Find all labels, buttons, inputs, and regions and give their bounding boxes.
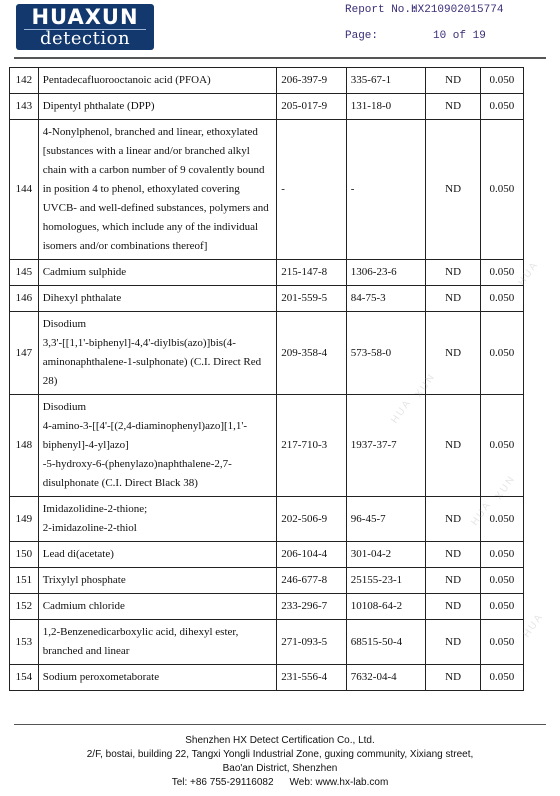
- detection-limit: 0.050: [480, 68, 523, 94]
- logo-tagline: detection: [39, 28, 131, 49]
- watermark: XUN: [493, 473, 518, 502]
- company-logo: [16, 4, 154, 50]
- detection-limit: 0.050: [480, 665, 523, 691]
- test-result: ND: [426, 665, 480, 691]
- substance-name: Disodium 4-amino-3-[[4'-[(2,4-diaminophenyl)azo][1,1'-biphenyl]-4-yl]azo] -5-hydroxy-6-(phenylazo)naphthalene-2,7-disulphonate (C.I. Direct Black 38): [38, 395, 277, 497]
- detection-limit: 0.050: [480, 312, 523, 395]
- table-row: [10, 665, 524, 691]
- substance-table-body: [10, 68, 524, 691]
- table-row: [10, 94, 524, 120]
- ec-number: 205-017-9: [277, 94, 347, 120]
- cas-number: 1306-23-6: [346, 260, 426, 286]
- page-number-row: [345, 28, 503, 54]
- substance-name: Pentadecafluorooctanoic acid (PFOA): [38, 68, 277, 94]
- table-row: [10, 594, 524, 620]
- table-row: [10, 620, 524, 665]
- substance-name: Disodium 3,3'-[[1,1'-biphenyl]-4,4'-diylbis(azo)]bis(4-aminonaphthalene-1-sulphonate) (C.I. Direct Red 28): [38, 312, 277, 395]
- watermark: HUA: [516, 259, 541, 288]
- footer-tel: Tel: +86 755-29116082: [171, 777, 274, 788]
- row-number: 146: [10, 286, 39, 312]
- ec-number: 201-559-5: [277, 286, 347, 312]
- cas-number: 7632-04-4: [346, 665, 426, 691]
- row-number: 154: [10, 665, 39, 691]
- footer: [0, 734, 560, 790]
- cas-number: 131-18-0: [346, 94, 426, 120]
- substance-name: 4-Nonylphenol, branched and linear, ethoxylated [substances with a linear and/or branched alkyl chain with a carbon number of 9 covalently bound in position 4 to phenol, ethoxylated covering UVCB- and well-defined substances, polymers and homologues, which include any of the individual isomers and/or combinations thereof]: [38, 120, 277, 260]
- row-number: 151: [10, 568, 39, 594]
- detection-limit: 0.050: [480, 94, 523, 120]
- ec-number: 231-556-4: [277, 665, 347, 691]
- table-row: [10, 542, 524, 568]
- ec-number: 209-358-4: [277, 312, 347, 395]
- test-result: ND: [426, 568, 480, 594]
- report-number: HX210902015774: [411, 4, 504, 16]
- test-result: ND: [426, 594, 480, 620]
- detection-limit: 0.050: [480, 120, 523, 260]
- test-result: ND: [426, 542, 480, 568]
- ec-number: 246-677-8: [277, 568, 347, 594]
- footer-company: Shenzhen HX Detect Certification Co., Ltd.: [185, 735, 375, 746]
- test-result: ND: [426, 497, 480, 542]
- row-number: 147: [10, 312, 39, 395]
- test-result: ND: [426, 312, 480, 395]
- substance-table: [9, 67, 524, 691]
- substance-name: Dipentyl phthalate (DPP): [38, 94, 277, 120]
- footer-web: Web: www.hx-lab.com: [289, 777, 389, 788]
- watermark: HUA: [521, 611, 546, 640]
- substance-name: Cadmium chloride: [38, 594, 277, 620]
- substance-name: Dihexyl phthalate: [38, 286, 277, 312]
- row-number: 152: [10, 594, 39, 620]
- watermark: XUN: [413, 371, 438, 400]
- ec-number: 215-147-8: [277, 260, 347, 286]
- cas-number: 25155-23-1: [346, 568, 426, 594]
- table-row: [10, 68, 524, 94]
- table-row: [10, 568, 524, 594]
- footer-address-line-1: 2/F, bostai, building 22, Tangxi Yongli Industrial Zone, guxing community, Xixiang street,: [86, 749, 474, 760]
- substance-name: Cadmium sulphide: [38, 260, 277, 286]
- report-number-label: Report No.:: [345, 4, 418, 16]
- cas-number: 335-67-1: [346, 68, 426, 94]
- row-number: 153: [10, 620, 39, 665]
- row-number: 143: [10, 94, 39, 120]
- ec-number: 202-506-9: [277, 497, 347, 542]
- ec-number: 206-104-4: [277, 542, 347, 568]
- table-row: [10, 286, 524, 312]
- ec-number: 233-296-7: [277, 594, 347, 620]
- row-number: 149: [10, 497, 39, 542]
- row-number: 142: [10, 68, 39, 94]
- test-result: ND: [426, 68, 480, 94]
- substance-name: Imidazolidine-2-thione; 2-imidazoline-2-thiol: [38, 497, 277, 542]
- test-result: ND: [426, 94, 480, 120]
- table-row: [10, 260, 524, 286]
- cas-number: 68515-50-4: [346, 620, 426, 665]
- footer-address-line-2: Bao'an District, Shenzhen: [222, 763, 338, 774]
- table-row: [10, 120, 524, 260]
- table-row: [10, 497, 524, 542]
- detection-limit: 0.050: [480, 286, 523, 312]
- cas-number: 1937-37-7: [346, 395, 426, 497]
- ec-number: 217-710-3: [277, 395, 347, 497]
- cas-number: -: [346, 120, 426, 260]
- row-number: 148: [10, 395, 39, 497]
- substance-name: 1,2-Benzenedicarboxylic acid, dihexyl ester, branched and linear: [38, 620, 277, 665]
- cas-number: 96-45-7: [346, 497, 426, 542]
- substance-name: Lead di(acetate): [38, 542, 277, 568]
- detection-limit: 0.050: [480, 497, 523, 542]
- detection-limit: 0.050: [480, 260, 523, 286]
- ec-number: -: [277, 120, 347, 260]
- cas-number: 10108-64-2: [346, 594, 426, 620]
- detection-limit: 0.050: [480, 594, 523, 620]
- report-number-row: [345, 2, 503, 28]
- substance-name: Trixylyl phosphate: [38, 568, 277, 594]
- row-number: 150: [10, 542, 39, 568]
- substance-name: Sodium peroxometaborate: [38, 665, 277, 691]
- test-result: ND: [426, 120, 480, 260]
- header-divider: [14, 57, 546, 59]
- footer-contacts: [0, 776, 560, 790]
- ec-number: 206-397-9: [277, 68, 347, 94]
- report-info: [345, 2, 503, 54]
- watermark: HUA: [469, 499, 494, 528]
- test-result: ND: [426, 286, 480, 312]
- page-label: Page:: [345, 30, 379, 42]
- footer-divider: [14, 724, 546, 725]
- test-result: ND: [426, 620, 480, 665]
- detection-limit: 0.050: [480, 620, 523, 665]
- cas-number: 573-58-0: [346, 312, 426, 395]
- table-row: [10, 312, 524, 395]
- ec-number: 271-093-5: [277, 620, 347, 665]
- table-row: [10, 395, 524, 497]
- test-result: ND: [426, 395, 480, 497]
- detection-limit: 0.050: [480, 568, 523, 594]
- test-result: ND: [426, 260, 480, 286]
- detection-limit: 0.050: [480, 395, 523, 497]
- detection-limit: 0.050: [480, 542, 523, 568]
- cas-number: 84-75-3: [346, 286, 426, 312]
- row-number: 145: [10, 260, 39, 286]
- logo-wordmark: HUAXUN: [31, 5, 139, 29]
- watermark: HUA: [389, 397, 414, 426]
- row-number: 144: [10, 120, 39, 260]
- page-number: 10 of 19: [433, 30, 486, 42]
- cas-number: 301-04-2: [346, 542, 426, 568]
